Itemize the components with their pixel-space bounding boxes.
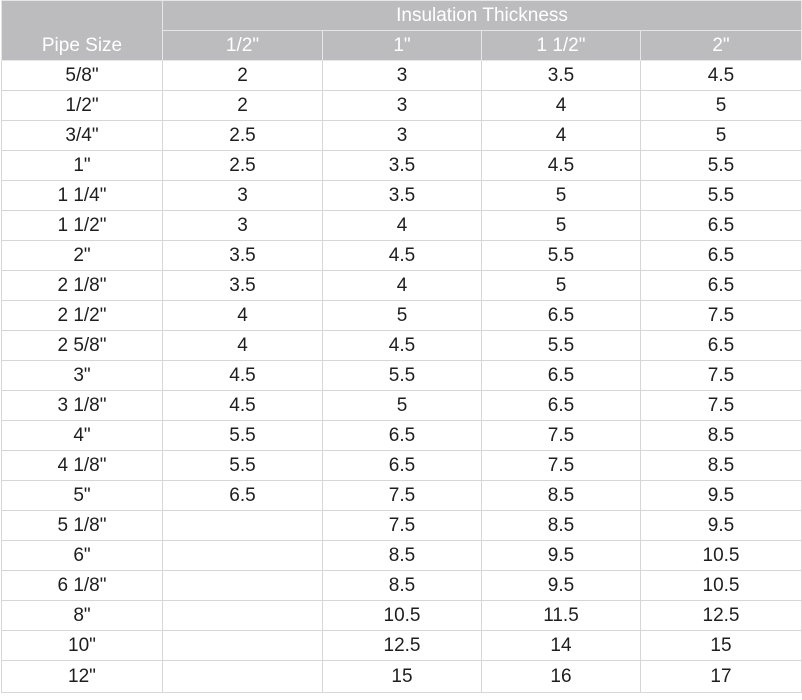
thickness-one-and-half-inch-cell: 7.5 — [482, 451, 641, 481]
pipe-size-cell: 2 1/2" — [2, 301, 163, 331]
insulation-thickness-header: Insulation Thickness — [163, 1, 802, 31]
thickness-one-and-half-inch-cell: 6.5 — [482, 361, 641, 391]
thickness-two-inch-cell: 8.5 — [641, 421, 802, 451]
thickness-half-inch-cell — [163, 661, 323, 693]
thickness-one-and-half-inch-cell: 9.5 — [482, 541, 641, 571]
pipe-size-cell: 5 1/8" — [2, 511, 163, 541]
thickness-one-inch-cell: 5 — [323, 301, 482, 331]
thickness-one-and-half-inch-cell: 4 — [482, 91, 641, 121]
table-row — [2, 661, 802, 693]
table-row — [2, 631, 802, 661]
thickness-half-inch-cell — [163, 571, 323, 601]
header-row-group — [2, 1, 802, 31]
table-row — [2, 211, 802, 241]
thickness-half-inch-cell: 5.5 — [163, 451, 323, 481]
thickness-one-and-half-inch-cell: 7.5 — [482, 421, 641, 451]
thickness-one-inch-cell: 5.5 — [323, 361, 482, 391]
thickness-two-inch-cell: 15 — [641, 631, 802, 661]
table-body — [2, 61, 802, 693]
pipe-size-cell: 3/4" — [2, 121, 163, 151]
pipe-size-header: Pipe Size — [2, 1, 163, 61]
table-row — [2, 151, 802, 181]
table-row — [2, 271, 802, 301]
thickness-one-inch-cell: 4.5 — [323, 241, 482, 271]
thickness-one-and-half-inch-cell: 8.5 — [482, 481, 641, 511]
thickness-one-and-half-inch-cell: 5 — [482, 211, 641, 241]
thickness-two-inch-cell: 5 — [641, 91, 802, 121]
thickness-two-inch-cell: 12.5 — [641, 601, 802, 631]
table-row — [2, 91, 802, 121]
table-row — [2, 421, 802, 451]
thickness-one-and-half-inch-cell: 4 — [482, 121, 641, 151]
thickness-one-inch-cell: 8.5 — [323, 541, 482, 571]
thickness-half-inch-cell: 2 — [163, 61, 323, 91]
thickness-one-and-half-inch-cell: 9.5 — [482, 571, 641, 601]
table-header — [2, 1, 802, 61]
thickness-half-inch-cell: 3.5 — [163, 241, 323, 271]
thickness-two-inch-cell: 7.5 — [641, 361, 802, 391]
thickness-two-inch-cell: 10.5 — [641, 541, 802, 571]
table-row — [2, 61, 802, 91]
thickness-one-inch-cell: 5 — [323, 391, 482, 421]
table-row — [2, 361, 802, 391]
thickness-half-inch-cell: 4.5 — [163, 391, 323, 421]
table-row — [2, 181, 802, 211]
pipe-size-cell: 1 1/2" — [2, 211, 163, 241]
thickness-one-and-half-inch-cell: 11.5 — [482, 601, 641, 631]
thickness-one-and-half-inch-cell: 6.5 — [482, 301, 641, 331]
table-row — [2, 481, 802, 511]
table-row — [2, 121, 802, 151]
thickness-half-inch-cell — [163, 631, 323, 661]
thickness-one-inch-cell: 7.5 — [323, 511, 482, 541]
thickness-one-and-half-inch-cell: 3.5 — [482, 61, 641, 91]
thickness-one-inch-cell: 6.5 — [323, 421, 482, 451]
thickness-one-and-half-inch-cell: 4.5 — [482, 151, 641, 181]
pipe-size-cell: 8" — [2, 601, 163, 631]
insulation-thickness-table — [1, 0, 802, 693]
pipe-size-cell: 2" — [2, 241, 163, 271]
table-row — [2, 541, 802, 571]
thickness-two-inch-cell: 7.5 — [641, 301, 802, 331]
thickness-two-inch-cell: 6.5 — [641, 241, 802, 271]
thickness-header-one-and-half-inch: 1 1/2" — [482, 31, 641, 61]
thickness-half-inch-cell: 3 — [163, 211, 323, 241]
pipe-size-cell: 1" — [2, 151, 163, 181]
thickness-one-inch-cell: 15 — [323, 661, 482, 693]
thickness-two-inch-cell: 4.5 — [641, 61, 802, 91]
table-row — [2, 601, 802, 631]
thickness-two-inch-cell: 5.5 — [641, 151, 802, 181]
thickness-two-inch-cell: 6.5 — [641, 271, 802, 301]
thickness-half-inch-cell: 3 — [163, 181, 323, 211]
table-row — [2, 511, 802, 541]
thickness-half-inch-cell: 5.5 — [163, 421, 323, 451]
thickness-header-half-inch: 1/2" — [163, 31, 323, 61]
thickness-two-inch-cell: 9.5 — [641, 481, 802, 511]
table-row — [2, 451, 802, 481]
pipe-size-cell: 10" — [2, 631, 163, 661]
thickness-one-and-half-inch-cell: 5.5 — [482, 241, 641, 271]
thickness-two-inch-cell: 17 — [641, 661, 802, 693]
thickness-half-inch-cell: 3.5 — [163, 271, 323, 301]
thickness-two-inch-cell: 10.5 — [641, 571, 802, 601]
thickness-one-inch-cell: 3 — [323, 91, 482, 121]
thickness-header-one-inch: 1" — [323, 31, 482, 61]
pipe-size-cell: 3" — [2, 361, 163, 391]
thickness-two-inch-cell: 9.5 — [641, 511, 802, 541]
pipe-size-cell: 1/2" — [2, 91, 163, 121]
thickness-one-and-half-inch-cell: 8.5 — [482, 511, 641, 541]
thickness-one-and-half-inch-cell: 16 — [482, 661, 641, 693]
thickness-half-inch-cell — [163, 511, 323, 541]
thickness-one-inch-cell: 7.5 — [323, 481, 482, 511]
thickness-one-inch-cell: 3.5 — [323, 181, 482, 211]
thickness-header-two-inch: 2" — [641, 31, 802, 61]
table-row — [2, 241, 802, 271]
thickness-half-inch-cell: 4 — [163, 301, 323, 331]
table-row — [2, 571, 802, 601]
thickness-half-inch-cell: 2.5 — [163, 151, 323, 181]
pipe-size-cell: 12" — [2, 661, 163, 693]
pipe-size-cell: 4 1/8" — [2, 451, 163, 481]
pipe-size-cell: 3 1/8" — [2, 391, 163, 421]
thickness-one-and-half-inch-cell: 5.5 — [482, 331, 641, 361]
thickness-two-inch-cell: 6.5 — [641, 331, 802, 361]
pipe-size-cell: 1 1/4" — [2, 181, 163, 211]
thickness-two-inch-cell: 5 — [641, 121, 802, 151]
thickness-half-inch-cell: 4 — [163, 331, 323, 361]
thickness-one-inch-cell: 3 — [323, 61, 482, 91]
thickness-half-inch-cell: 2.5 — [163, 121, 323, 151]
pipe-size-cell: 5" — [2, 481, 163, 511]
thickness-two-inch-cell: 7.5 — [641, 391, 802, 421]
pipe-size-cell: 6 1/8" — [2, 571, 163, 601]
pipe-size-cell: 2 5/8" — [2, 331, 163, 361]
pipe-size-cell: 4" — [2, 421, 163, 451]
table-row — [2, 301, 802, 331]
thickness-half-inch-cell: 4.5 — [163, 361, 323, 391]
thickness-one-inch-cell: 3.5 — [323, 151, 482, 181]
thickness-one-and-half-inch-cell: 6.5 — [482, 391, 641, 421]
table-row — [2, 391, 802, 421]
thickness-half-inch-cell: 2 — [163, 91, 323, 121]
thickness-one-inch-cell: 12.5 — [323, 631, 482, 661]
thickness-one-inch-cell: 4.5 — [323, 331, 482, 361]
thickness-one-and-half-inch-cell: 14 — [482, 631, 641, 661]
thickness-one-inch-cell: 3 — [323, 121, 482, 151]
thickness-one-inch-cell: 4 — [323, 271, 482, 301]
table-row — [2, 331, 802, 361]
thickness-one-inch-cell: 8.5 — [323, 571, 482, 601]
thickness-two-inch-cell: 8.5 — [641, 451, 802, 481]
pipe-size-cell: 5/8" — [2, 61, 163, 91]
pipe-size-cell: 2 1/8" — [2, 271, 163, 301]
thickness-one-and-half-inch-cell: 5 — [482, 181, 641, 211]
thickness-two-inch-cell: 5.5 — [641, 181, 802, 211]
thickness-one-inch-cell: 10.5 — [323, 601, 482, 631]
thickness-half-inch-cell: 6.5 — [163, 481, 323, 511]
thickness-half-inch-cell — [163, 601, 323, 631]
thickness-one-inch-cell: 4 — [323, 211, 482, 241]
thickness-one-and-half-inch-cell: 5 — [482, 271, 641, 301]
thickness-half-inch-cell — [163, 541, 323, 571]
thickness-two-inch-cell: 6.5 — [641, 211, 802, 241]
thickness-one-inch-cell: 6.5 — [323, 451, 482, 481]
pipe-size-cell: 6" — [2, 541, 163, 571]
